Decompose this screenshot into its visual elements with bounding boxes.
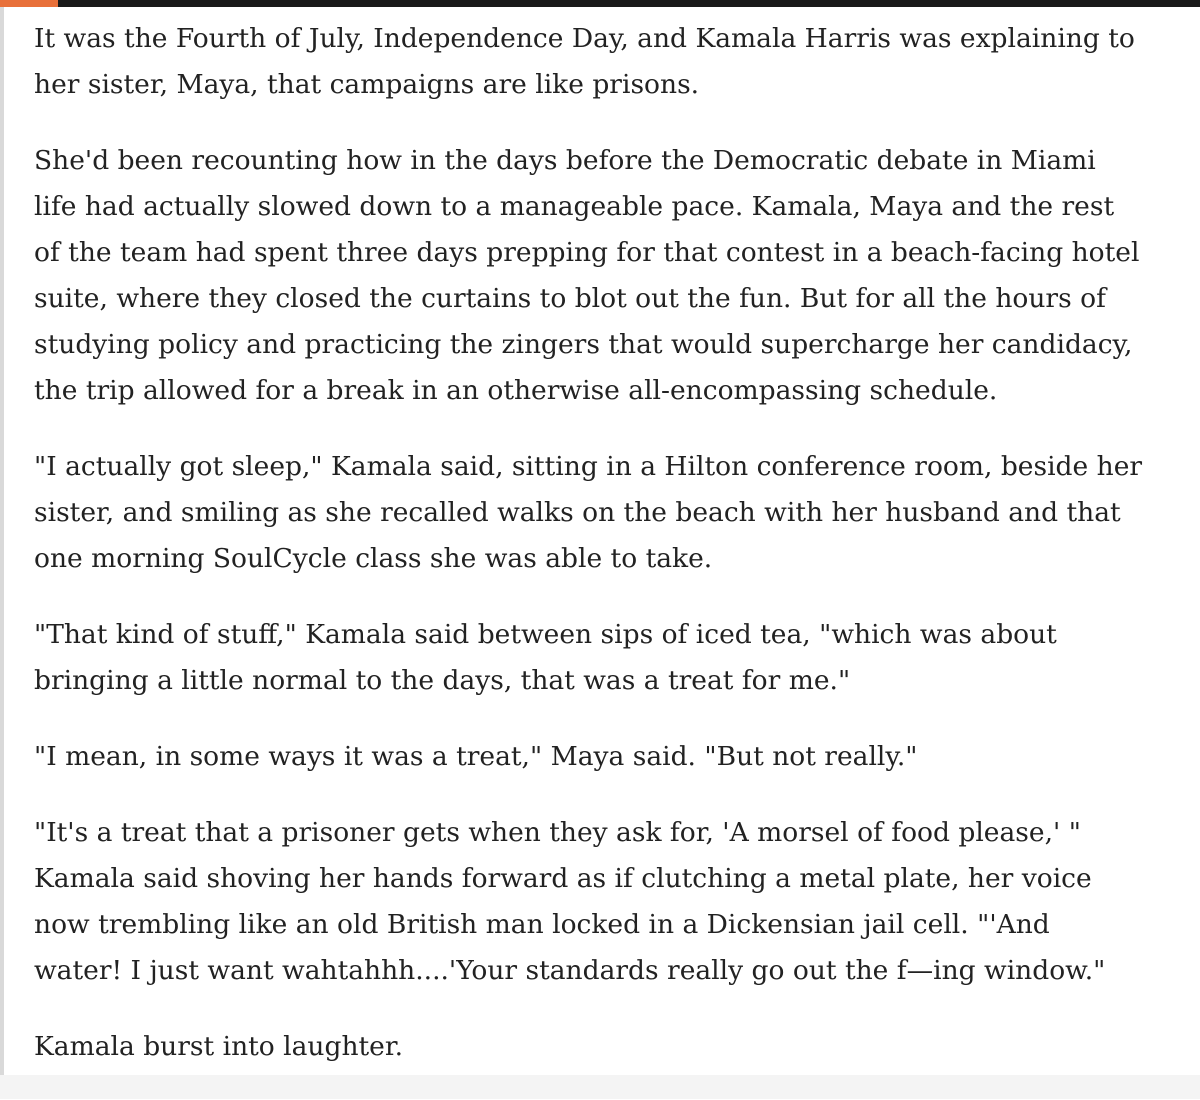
article-body	[34, 16, 1144, 1100]
article-paragraph-5: "I mean, in some ways it was a treat," Maya said. "But not really."	[34, 741, 918, 772]
article-paragraph-6: "It's a treat that a prisoner gets when they ask for, 'A morsel of food please,' " Kamala said shoving her hands forward as if clutching a metal plate, her voice now trembling like an old British man locked in a Dickensian jail cell. "'And water! I just want wahtahhh....'Your standards really go out the f—ing window."	[34, 817, 1106, 986]
article-paragraph-2: She'd been recounting how in the days before the Democratic debate in Miami life had actually slowed down to a manageable pace. Kamala, Maya and the rest of the team had spent three days prepping for that contest in a beach-facing hotel suite, where they closed the curtains to blot out the fun. But for all the hours of studying policy and practicing the zingers that would supercharge her candidacy, the trip allowed for a break in an otherwise all-encompassing schedule.	[34, 145, 1140, 406]
article-paragraph-7: Kamala burst into laughter.	[34, 1031, 404, 1062]
left-border-rule	[0, 7, 4, 1075]
article-paragraph-3: "I actually got sleep," Kamala said, sitting in a Hilton conference room, beside her sister, and smiling as she recalled walks on the beach with her husband and that one morning SoulCycle class she was able to take.	[34, 451, 1143, 574]
bottom-fade-strip	[0, 1075, 1200, 1099]
top-header-bar	[0, 0, 1200, 7]
article-paragraph-4: "That kind of stuff," Kamala said between sips of iced tea, "which was about bringing a little normal to the days, that was a treat for me."	[34, 619, 1057, 696]
header-accent-stripe	[0, 0, 58, 7]
article-paragraph-1: It was the Fourth of July, Independence Day, and Kamala Harris was explaining to her sister, Maya, that campaigns are like prisons.	[34, 23, 1135, 100]
